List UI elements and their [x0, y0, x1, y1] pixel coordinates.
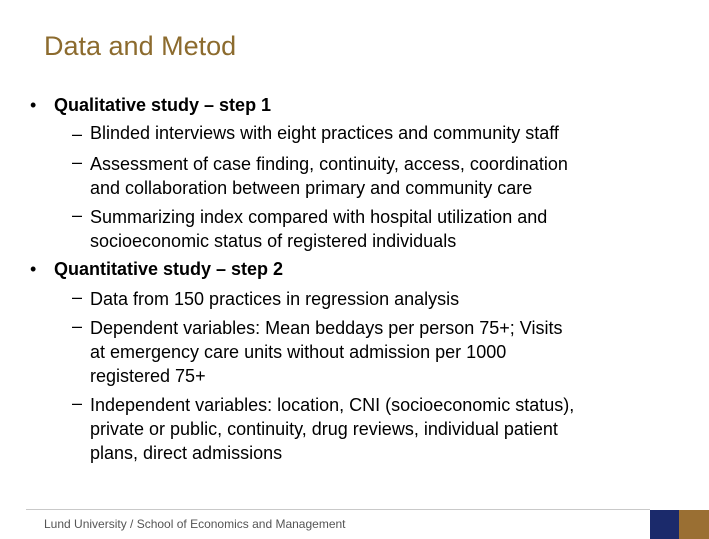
dash: –	[72, 393, 83, 413]
slide-title: Data and Metod	[44, 31, 237, 61]
subitem-line: Summarizing index compared with hospital utilization and	[90, 207, 548, 227]
dash: –	[72, 124, 83, 144]
footer-text: Lund University / School of Economics and Management	[44, 517, 346, 531]
subitem	[90, 393, 650, 465]
bullet-dot: •	[30, 259, 37, 279]
footer-brown-block	[679, 510, 709, 539]
subitem-line: at emergency care units without admission per 1000	[90, 342, 507, 362]
subitem-line: Data from 150 practices in regression analysis	[90, 289, 460, 309]
subitem-line: Dependent variables: Mean beddays per person 75+; Visits	[90, 318, 563, 338]
dash: –	[72, 287, 83, 307]
subitem-line: socioeconomic status of registered individuals	[90, 231, 457, 251]
footer-divider	[26, 509, 650, 510]
subitem	[90, 152, 650, 200]
subitem-line: private or public, continuity, drug reviews, individual patient	[90, 419, 558, 439]
subitem-line: plans, direct admissions	[90, 443, 283, 463]
bullet-quantitative: Quantitative study – step 2	[54, 259, 284, 279]
subitem-line: Assessment of case finding, continuity, access, coordination	[90, 154, 568, 174]
subitem-line: registered 75+	[90, 366, 206, 386]
footer-navy-block	[650, 510, 679, 539]
dash: –	[72, 205, 83, 225]
subitem	[90, 287, 650, 311]
subitem-line: and collaboration between primary and community care	[90, 178, 533, 198]
bullet-dot: •	[30, 95, 37, 115]
dash: –	[72, 152, 83, 172]
bullet-qualitative: Qualitative study – step 1	[54, 95, 272, 115]
dash: –	[72, 316, 83, 336]
subitem	[90, 205, 650, 253]
subitem-line: Blinded interviews with eight practices and community staff	[90, 123, 559, 143]
subitem-line: Independent variables: location, CNI (socioeconomic status),	[90, 395, 575, 415]
subitem	[90, 121, 650, 145]
subitem	[90, 316, 650, 388]
